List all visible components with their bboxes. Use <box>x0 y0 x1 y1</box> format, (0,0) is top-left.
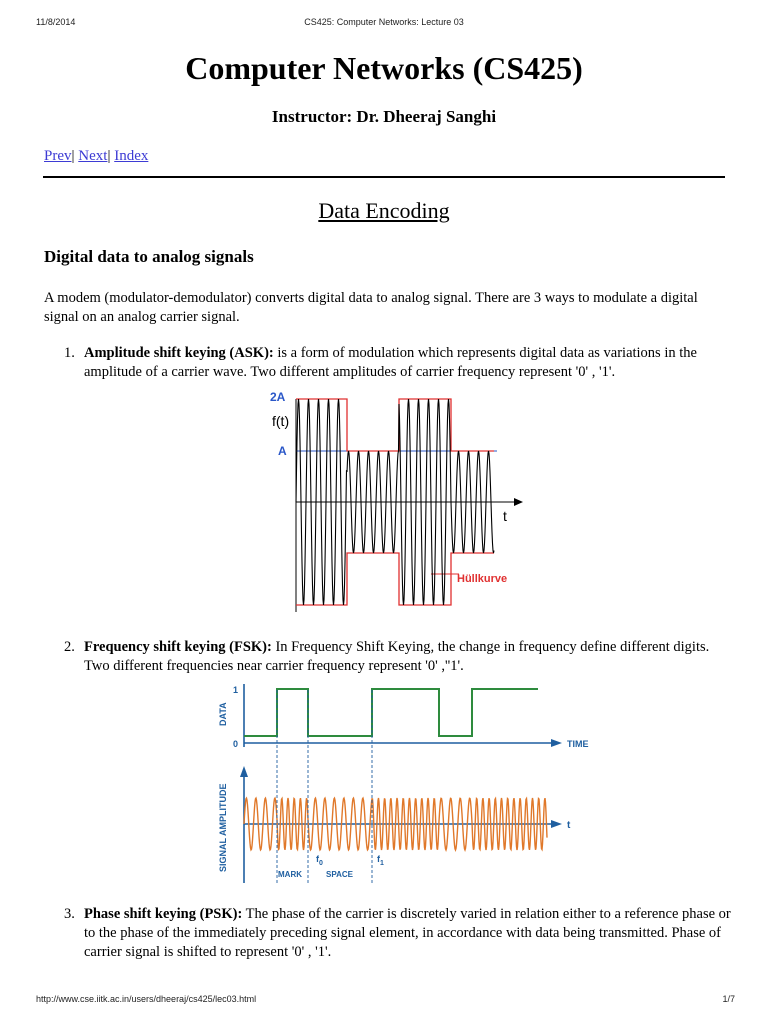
ask-label-2a: 2A <box>270 390 286 404</box>
list-item-psk <box>64 905 734 962</box>
ask-label-t: t <box>503 508 507 524</box>
print-header <box>0 17 768 31</box>
fsk-label-t: t <box>567 820 571 831</box>
fsk-diagram <box>210 676 595 886</box>
fsk-label-f0 <box>316 854 323 867</box>
fsk-label-0: 0 <box>233 739 239 749</box>
ask-label-a: A <box>278 444 287 458</box>
fsk-label-mark: MARK <box>278 870 302 879</box>
term-fsk: Frequency shift keying (FSK): <box>84 639 272 655</box>
index-link[interactable]: Index <box>114 148 149 164</box>
psk-description: The phase of the carrier is discretely varied in relation either to a reference phase or to the phase of the immediately preceding signal element, in accordance with data being transmitted. Phase of carrier signal is shifted to represent '0' , '1'. <box>84 906 731 960</box>
fsk-f1-sub: 1 <box>380 860 384 867</box>
section-title: Data Encoding <box>318 198 450 223</box>
list-number: 1. <box>64 345 75 361</box>
term-ask: Amplitude shift keying (ASK): <box>84 345 274 361</box>
print-footer <box>0 994 768 1008</box>
intro-paragraph: A modem (modulator-demodulator) converts digital data to analog signal. There are 3 ways to modulate a digital signal on an analog carrier signal. <box>44 290 698 325</box>
page-title: Computer Networks (CS425) <box>185 50 583 86</box>
fsk-f0-sub: 0 <box>319 860 323 867</box>
list-number: 2. <box>64 639 75 655</box>
fsk-description: In Frequency Shift Keying, the change in frequency define different digits. Two different frequencies near carrier frequency represent '0' ,''1'. <box>84 639 710 674</box>
fsk-label-space: SPACE <box>326 870 353 879</box>
list-item-ask <box>64 344 734 382</box>
fsk-label-1: 1 <box>233 685 239 695</box>
fsk-label-time: TIME <box>567 739 589 749</box>
nav-separator: | <box>71 148 75 164</box>
fsk-label-amplitude: SIGNAL AMPLITUDE <box>218 783 228 872</box>
print-url: http://www.cse.iitk.ac.in/users/dheeraj/cs425/lec03.html <box>36 994 257 1004</box>
fsk-f1-letter: f <box>377 854 380 864</box>
horizontal-rule <box>43 176 725 178</box>
ask-diagram <box>265 386 530 616</box>
print-page-title: CS425: Computer Networks: Lecture 03 <box>304 17 464 27</box>
term-psk: Phase shift keying (PSK): <box>84 906 243 922</box>
prev-link[interactable]: Prev <box>44 148 72 164</box>
print-page-number: 1/7 <box>722 994 735 1004</box>
next-link[interactable]: Next <box>78 148 108 164</box>
ask-description: is a form of modulation which represents digital data as variations in the amplitude of a carrier wave. Two different amplitudes of carrier frequency represent '0' , '1'. <box>84 345 697 380</box>
list-item-fsk <box>64 638 734 676</box>
subsection-title: Digital data to analog signals <box>44 247 254 266</box>
print-date: 11/8/2014 <box>36 17 76 27</box>
instructor-line: Instructor: Dr. Dheeraj Sanghi <box>271 107 497 126</box>
ask-label-ft: f(t) <box>272 413 290 429</box>
ask-label-envelope: Hüllkurve <box>457 573 508 585</box>
list-number: 3. <box>64 906 75 922</box>
fsk-label-f1 <box>377 854 384 867</box>
fsk-label-data: DATA <box>218 702 228 726</box>
nav-separator: | <box>107 148 111 164</box>
fsk-f0-letter: f <box>316 854 319 864</box>
nav-links <box>44 148 148 165</box>
